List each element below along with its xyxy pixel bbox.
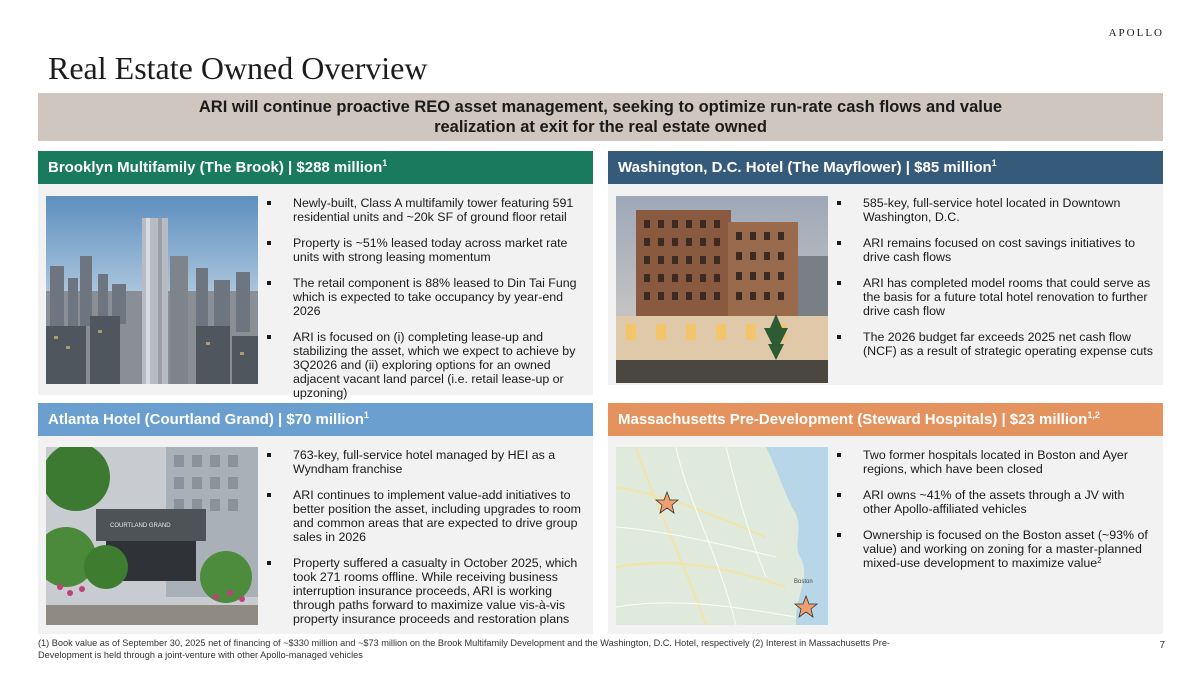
banner-text: ARI will continue proactive REO asset management, seeking to optimize run-rate cash flows and value realization at exit for the real estate owned bbox=[198, 98, 1003, 136]
bullet-item: Two former hospitals located in Boston and Ayer regions, which have been closed bbox=[835, 448, 1153, 476]
brooklyn-tower-photo bbox=[46, 196, 258, 384]
footnote-ref: 1,2 bbox=[1087, 409, 1100, 420]
bullet-item: 763-key, full-service hotel managed by HEI as a Wyndham franchise bbox=[265, 448, 583, 476]
bullet-list bbox=[265, 448, 583, 638]
bullet-item: ARI remains focused on cost savings initiatives to drive cash flows bbox=[835, 236, 1153, 264]
bullet-item: 585-key, full-service hotel located in Downtown Washington, D.C. bbox=[835, 196, 1153, 224]
bullet-item: ARI is focused on (i) completing lease-up and stabilizing the asset, which we expect to achieve by 3Q2026 and (ii) exploring options for an owned adjacent vacant land parcel (i.e. retail lease-up or upzoning) bbox=[265, 330, 583, 400]
map-city-label: Boston bbox=[794, 579, 813, 585]
footnote-ref: 1 bbox=[991, 157, 997, 168]
bullet-text: Ownership is focused on the Boston asset (~93% of value) and working on zoning for a master-planned mixed-use development to maximize value bbox=[863, 528, 1148, 570]
bullet-list bbox=[835, 448, 1153, 584]
mayflower-hotel-photo bbox=[616, 196, 828, 383]
panel-washington-hotel bbox=[608, 151, 1163, 385]
footnote-ref: 1 bbox=[363, 409, 369, 420]
bullet-item: ARI has completed model rooms that could serve as the basis for a future total hotel renovation to further drive cash flow bbox=[835, 276, 1153, 318]
panel-title: Massachusetts Pre-Development (Steward Hospitals) | $23 million bbox=[618, 411, 1088, 428]
panel-header-brooklyn bbox=[38, 151, 593, 184]
panel-header-massachusetts bbox=[608, 403, 1163, 436]
bullet-item: Property is ~51% leased today across market rate units with strong leasing momentum bbox=[265, 236, 583, 264]
bullet-item: The 2026 budget far exceeds 2025 net cash flow (NCF) as a result of strategic operating expense cuts bbox=[835, 330, 1153, 358]
bullet-list bbox=[835, 196, 1153, 370]
bullet-item: ARI continues to implement value-add initiatives to better position the asset, including upgrades to room and common areas that are expected to drive group sales in 2026 bbox=[265, 488, 583, 544]
bullet-item: Newly-built, Class A multifamily tower featuring 591 residential units and ~20k SF of ground floor retail bbox=[265, 196, 583, 224]
panel-header-washington bbox=[608, 151, 1163, 184]
panel-brooklyn-multifamily bbox=[38, 151, 593, 400]
bullet-item: ARI owns ~41% of the assets through a JV with other Apollo-affiliated vehicles bbox=[835, 488, 1153, 516]
panel-atlanta-hotel bbox=[38, 403, 593, 634]
footnote: (1) Book value as of September 30, 2025 net of financing of ~$330 million and ~$73 million on the Brook Multifamily Development and the Washington, D.C. Hotel, respectively (2) Interest in Massachusetts Pre-Development is held through a joint-venture with other Apollo-managed vehicles bbox=[38, 638, 890, 660]
panel-title: Atlanta Hotel (Courtland Grand) | $70 million bbox=[48, 411, 364, 428]
courtland-grand-photo bbox=[46, 447, 258, 625]
panel-massachusetts-predevelopment bbox=[608, 403, 1163, 634]
page-number: 7 bbox=[1159, 640, 1165, 651]
panel-title: Brooklyn Multifamily (The Brook) | $288 million bbox=[48, 159, 383, 176]
panel-header-atlanta bbox=[38, 403, 593, 436]
footnote-ref: 1 bbox=[382, 157, 388, 168]
panel-title: Washington, D.C. Hotel (The Mayflower) | $85 million bbox=[618, 159, 992, 176]
footnote-ref: 2 bbox=[1097, 556, 1102, 565]
apollo-logo: APOLLO bbox=[1108, 27, 1164, 39]
massachusetts-map bbox=[616, 447, 828, 625]
page-title: Real Estate Owned Overview bbox=[48, 50, 428, 86]
bullet-item bbox=[835, 528, 1153, 572]
bullet-item: The retail component is 88% leased to Din Tai Fung which is expected to take occupancy by year-end 2026 bbox=[265, 276, 583, 318]
hotel-sign-text: COURTLAND GRAND bbox=[110, 523, 171, 529]
summary-banner bbox=[38, 93, 1163, 141]
bullet-item: Property suffered a casualty in October 2025, which took 271 rooms offline. While receiving business interruption insurance proceeds, ARI is working through paths forward to maximize value vis-à-vis property insurance proceeds and restoration plans bbox=[265, 556, 583, 626]
bullet-list bbox=[265, 196, 583, 412]
